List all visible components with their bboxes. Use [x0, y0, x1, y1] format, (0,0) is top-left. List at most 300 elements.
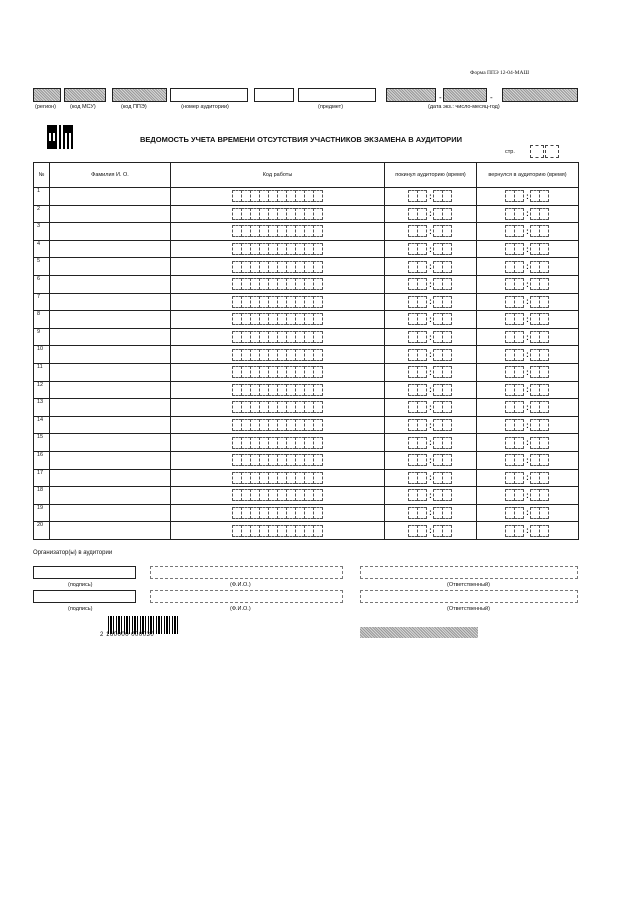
col-returned-time: вернулся в аудиторию (время): [477, 163, 579, 188]
time-colon: :: [429, 332, 432, 342]
digit-cell[interactable]: [514, 472, 524, 484]
left-time-cell[interactable]: [385, 346, 477, 364]
participant-name-cell[interactable]: [50, 293, 171, 311]
work-code-cell[interactable]: [171, 275, 385, 293]
time-colon: :: [526, 191, 529, 201]
digit-cell[interactable]: [417, 331, 427, 343]
room-number-field-2[interactable]: [254, 88, 294, 102]
participant-name-cell[interactable]: [50, 311, 171, 329]
work-code-cell[interactable]: [171, 223, 385, 241]
room-number-label: (номер аудитории): [181, 104, 229, 110]
col-left-time: покинул аудиторию (время): [385, 163, 477, 188]
participant-name-cell[interactable]: [50, 381, 171, 399]
digit-cell[interactable]: [417, 261, 427, 273]
time-colon: :: [429, 490, 432, 500]
digit-cell[interactable]: [417, 278, 427, 290]
time-colon: :: [526, 455, 529, 465]
digit-cell[interactable]: [539, 401, 549, 413]
left-time-cell[interactable]: [385, 188, 477, 206]
participant-name-cell[interactable]: [50, 487, 171, 505]
digit-cell[interactable]: [313, 313, 323, 325]
digit-cell[interactable]: [313, 437, 323, 449]
digit-cell[interactable]: [417, 525, 427, 537]
digit-cell[interactable]: [442, 454, 452, 466]
returned-time-cell[interactable]: [477, 469, 579, 487]
returned-time-cell[interactable]: [477, 399, 579, 417]
left-time-cell[interactable]: [385, 328, 477, 346]
work-code-cell[interactable]: [171, 363, 385, 381]
digit-cell[interactable]: [514, 296, 524, 308]
digit-cell[interactable]: [417, 208, 427, 220]
row-number: 7: [34, 293, 50, 311]
page-digit-1[interactable]: [530, 145, 544, 158]
row-number: 12: [34, 381, 50, 399]
participant-name-cell[interactable]: [50, 416, 171, 434]
row-number: 14: [34, 416, 50, 434]
responsible-label-1: (Ответственный): [447, 582, 490, 588]
row-number: 1: [34, 188, 50, 206]
digit-cell[interactable]: [539, 419, 549, 431]
organizers-heading: Организатор(ы) в аудитории: [33, 550, 113, 556]
table-row: [34, 188, 579, 206]
returned-time-cell[interactable]: [477, 223, 579, 241]
left-time-cell[interactable]: [385, 363, 477, 381]
digit-cell[interactable]: [539, 313, 549, 325]
time-colon: :: [429, 508, 432, 518]
digit-cell[interactable]: [442, 261, 452, 273]
work-code-cell[interactable]: [171, 451, 385, 469]
table-row: [34, 504, 579, 522]
time-colon: :: [526, 297, 529, 307]
row-number: 19: [34, 504, 50, 522]
digit-cell[interactable]: [313, 349, 323, 361]
digit-cell[interactable]: [442, 313, 452, 325]
table-row: [34, 451, 579, 469]
participant-name-cell[interactable]: [50, 399, 171, 417]
time-colon: :: [526, 438, 529, 448]
time-colon: :: [429, 350, 432, 360]
digit-cell[interactable]: [442, 507, 452, 519]
msu-code-field[interactable]: [64, 88, 106, 102]
returned-time-cell[interactable]: [477, 205, 579, 223]
digit-cell[interactable]: [514, 261, 524, 273]
digit-cell[interactable]: [442, 401, 452, 413]
exam-month-field[interactable]: [443, 88, 487, 102]
msu-code-label: (код МСУ): [70, 104, 96, 110]
digit-cell[interactable]: [539, 349, 549, 361]
time-colon: :: [526, 279, 529, 289]
name-label-2: (Ф.И.О.): [230, 606, 251, 612]
digit-cell[interactable]: [417, 472, 427, 484]
digit-cell[interactable]: [442, 243, 452, 255]
participant-name-cell[interactable]: [50, 451, 171, 469]
digit-cell[interactable]: [539, 525, 549, 537]
digit-cell[interactable]: [417, 419, 427, 431]
left-time-cell[interactable]: [385, 240, 477, 258]
row-number: 13: [34, 399, 50, 417]
digit-cell[interactable]: [442, 296, 452, 308]
digit-cell[interactable]: [313, 472, 323, 484]
participant-name-cell[interactable]: [50, 188, 171, 206]
participant-name-cell[interactable]: [50, 504, 171, 522]
digit-cell[interactable]: [313, 208, 323, 220]
work-code-cell[interactable]: [171, 258, 385, 276]
work-code-cell[interactable]: [171, 346, 385, 364]
digit-cell[interactable]: [417, 225, 427, 237]
row-number: 6: [34, 275, 50, 293]
left-time-cell[interactable]: [385, 487, 477, 505]
left-time-cell[interactable]: [385, 258, 477, 276]
time-colon: :: [429, 420, 432, 430]
digit-cell[interactable]: [514, 331, 524, 343]
digit-cell[interactable]: [313, 366, 323, 378]
digit-cell[interactable]: [514, 419, 524, 431]
document-title: ВЕДОМОСТЬ УЧЕТА ВРЕМЕНИ ОТСУТСТВИЯ УЧАСТНИКОВ ЭКЗАМЕНА В АУДИТОРИИ: [140, 135, 462, 144]
digit-cell[interactable]: [417, 437, 427, 449]
row-number: 3: [34, 223, 50, 241]
left-time-cell[interactable]: [385, 416, 477, 434]
digit-cell[interactable]: [539, 507, 549, 519]
digit-cell[interactable]: [539, 243, 549, 255]
work-code-cell[interactable]: [171, 328, 385, 346]
page-digit-2[interactable]: [545, 145, 559, 158]
digit-cell[interactable]: [313, 331, 323, 343]
work-code-cell[interactable]: [171, 434, 385, 452]
returned-time-cell[interactable]: [477, 434, 579, 452]
page-label: стр.: [505, 149, 515, 155]
returned-time-cell[interactable]: [477, 328, 579, 346]
digit-cell[interactable]: [514, 313, 524, 325]
digit-cell[interactable]: [539, 296, 549, 308]
time-colon: :: [429, 438, 432, 448]
digit-cell[interactable]: [417, 349, 427, 361]
time-colon: :: [429, 262, 432, 272]
signature-field-2[interactable]: [33, 590, 136, 603]
subject-field[interactable]: [298, 88, 376, 102]
time-colon: :: [526, 508, 529, 518]
table-row: [34, 328, 579, 346]
digit-cell[interactable]: [417, 366, 427, 378]
time-colon: :: [429, 385, 432, 395]
participant-name-cell[interactable]: [50, 469, 171, 487]
work-code-cell[interactable]: [171, 504, 385, 522]
digit-cell[interactable]: [539, 278, 549, 290]
work-code-cell[interactable]: [171, 522, 385, 540]
digit-cell[interactable]: [539, 472, 549, 484]
table-row: [34, 258, 579, 276]
digit-cell[interactable]: [539, 190, 549, 202]
digit-cell[interactable]: [417, 454, 427, 466]
responsible-field-1[interactable]: [360, 566, 578, 579]
digit-cell[interactable]: [417, 489, 427, 501]
digit-cell[interactable]: [442, 525, 452, 537]
participant-name-cell[interactable]: [50, 363, 171, 381]
digit-cell[interactable]: [514, 384, 524, 396]
digit-cell[interactable]: [514, 278, 524, 290]
work-code-cell[interactable]: [171, 487, 385, 505]
absence-table: [33, 162, 579, 540]
row-number: 5: [34, 258, 50, 276]
exam-date-label: (дата экз.: число-месяц-год): [428, 104, 500, 110]
digit-cell[interactable]: [442, 331, 452, 343]
digit-cell[interactable]: [539, 384, 549, 396]
time-colon: :: [429, 226, 432, 236]
row-number: 15: [34, 434, 50, 452]
participant-name-cell[interactable]: [50, 240, 171, 258]
table-row: [34, 293, 579, 311]
digit-cell[interactable]: [442, 208, 452, 220]
row-number: 4: [34, 240, 50, 258]
row-number: 11: [34, 363, 50, 381]
digit-cell[interactable]: [514, 401, 524, 413]
work-code-cell[interactable]: [171, 188, 385, 206]
digit-cell[interactable]: [539, 331, 549, 343]
name-field-1[interactable]: [150, 566, 343, 579]
digit-cell[interactable]: [417, 296, 427, 308]
digit-cell[interactable]: [442, 419, 452, 431]
returned-time-cell[interactable]: [477, 311, 579, 329]
returned-time-cell[interactable]: [477, 504, 579, 522]
work-code-cell[interactable]: [171, 469, 385, 487]
digit-cell[interactable]: [313, 525, 323, 537]
digit-cell[interactable]: [313, 243, 323, 255]
table-row: [34, 275, 579, 293]
digit-cell[interactable]: [539, 225, 549, 237]
left-time-cell[interactable]: [385, 399, 477, 417]
work-code-cell[interactable]: [171, 416, 385, 434]
returned-time-cell[interactable]: [477, 188, 579, 206]
digit-cell[interactable]: [442, 489, 452, 501]
row-number: 18: [34, 487, 50, 505]
row-number: 2: [34, 205, 50, 223]
digit-cell[interactable]: [417, 507, 427, 519]
time-colon: :: [526, 314, 529, 324]
digit-cell[interactable]: [514, 225, 524, 237]
participant-name-cell[interactable]: [50, 328, 171, 346]
digit-cell[interactable]: [539, 208, 549, 220]
digit-cell[interactable]: [313, 278, 323, 290]
region-label: (регион): [35, 104, 56, 110]
time-colon: :: [526, 473, 529, 483]
table-row: [34, 363, 579, 381]
returned-time-cell[interactable]: [477, 451, 579, 469]
row-number: 8: [34, 311, 50, 329]
digit-cell[interactable]: [514, 454, 524, 466]
exam-year-field[interactable]: [502, 88, 578, 102]
participant-name-cell[interactable]: [50, 522, 171, 540]
digit-cell[interactable]: [442, 366, 452, 378]
left-time-cell[interactable]: [385, 275, 477, 293]
digit-cell[interactable]: [313, 261, 323, 273]
digit-cell[interactable]: [514, 507, 524, 519]
work-code-cell[interactable]: [171, 293, 385, 311]
time-colon: :: [526, 226, 529, 236]
row-number: 17: [34, 469, 50, 487]
participant-name-cell[interactable]: [50, 434, 171, 452]
work-code-cell[interactable]: [171, 381, 385, 399]
table-row: [34, 469, 579, 487]
time-colon: :: [526, 244, 529, 254]
returned-time-cell[interactable]: [477, 293, 579, 311]
table-row: [34, 522, 579, 540]
digit-cell[interactable]: [313, 489, 323, 501]
table-row: [34, 346, 579, 364]
exam-day-field[interactable]: [386, 88, 436, 102]
digit-cell[interactable]: [442, 472, 452, 484]
digit-cell[interactable]: [514, 243, 524, 255]
time-colon: :: [429, 473, 432, 483]
name-label-1: (Ф.И.О.): [230, 582, 251, 588]
time-colon: :: [429, 209, 432, 219]
responsible-label-2: (Ответственный): [447, 606, 490, 612]
time-colon: :: [526, 526, 529, 536]
time-colon: :: [429, 402, 432, 412]
left-time-cell[interactable]: [385, 469, 477, 487]
row-number: 10: [34, 346, 50, 364]
digit-cell[interactable]: [313, 401, 323, 413]
participant-name-cell[interactable]: [50, 346, 171, 364]
time-colon: :: [429, 279, 432, 289]
returned-time-cell[interactable]: [477, 275, 579, 293]
subject-label: (предмет): [318, 104, 344, 110]
digit-cell[interactable]: [417, 243, 427, 255]
table-row: [34, 487, 579, 505]
time-colon: :: [526, 262, 529, 272]
participant-name-cell[interactable]: [50, 205, 171, 223]
digit-cell[interactable]: [313, 454, 323, 466]
left-time-cell[interactable]: [385, 381, 477, 399]
digit-cell[interactable]: [417, 190, 427, 202]
returned-time-cell[interactable]: [477, 381, 579, 399]
barcode-number: 2 160000 000030: [100, 632, 155, 638]
row-number: 16: [34, 451, 50, 469]
digit-cell[interactable]: [539, 366, 549, 378]
work-code-cell[interactable]: [171, 399, 385, 417]
digit-cell[interactable]: [514, 437, 524, 449]
time-colon: :: [429, 244, 432, 254]
digit-cell[interactable]: [514, 489, 524, 501]
time-colon: :: [526, 385, 529, 395]
table-row: [34, 205, 579, 223]
shaded-field: [360, 627, 478, 638]
responsible-field-2[interactable]: [360, 590, 578, 603]
participant-name-cell[interactable]: [50, 258, 171, 276]
digit-cell[interactable]: [417, 384, 427, 396]
digit-cell[interactable]: [514, 366, 524, 378]
digit-cell[interactable]: [539, 489, 549, 501]
ppe-code-label: (код ППЭ): [121, 104, 147, 110]
digit-cell[interactable]: [313, 419, 323, 431]
time-colon: :: [429, 191, 432, 201]
table-row: [34, 399, 579, 417]
digit-cell[interactable]: [539, 454, 549, 466]
time-colon: :: [429, 297, 432, 307]
qr-code-icon: [47, 125, 73, 149]
time-colon: :: [526, 209, 529, 219]
room-number-field[interactable]: [170, 88, 248, 102]
col-work-code: Код работы: [171, 163, 385, 188]
digit-cell[interactable]: [539, 437, 549, 449]
row-number: 20: [34, 522, 50, 540]
col-number: №: [34, 163, 50, 188]
signature-label-2: (подпись): [68, 606, 93, 612]
left-time-cell[interactable]: [385, 434, 477, 452]
signature-label-1: (подпись): [68, 582, 93, 588]
col-name: Фамилия И. О.: [50, 163, 171, 188]
digit-cell[interactable]: [417, 401, 427, 413]
time-colon: :: [429, 314, 432, 324]
digit-cell[interactable]: [313, 384, 323, 396]
date-separator: -: [490, 93, 493, 102]
left-time-cell[interactable]: [385, 451, 477, 469]
name-field-2[interactable]: [150, 590, 343, 603]
left-time-cell[interactable]: [385, 311, 477, 329]
returned-time-cell[interactable]: [477, 258, 579, 276]
returned-time-cell[interactable]: [477, 240, 579, 258]
returned-time-cell[interactable]: [477, 416, 579, 434]
digit-cell[interactable]: [442, 384, 452, 396]
time-colon: :: [429, 455, 432, 465]
time-colon: :: [526, 402, 529, 412]
time-colon: :: [429, 367, 432, 377]
work-code-cell[interactable]: [171, 205, 385, 223]
digit-cell[interactable]: [442, 225, 452, 237]
table-row: [34, 240, 579, 258]
digit-cell[interactable]: [313, 507, 323, 519]
table-row: [34, 311, 579, 329]
left-time-cell[interactable]: [385, 205, 477, 223]
signature-field-1[interactable]: [33, 566, 136, 579]
digit-cell[interactable]: [442, 278, 452, 290]
time-colon: :: [526, 490, 529, 500]
digit-cell[interactable]: [514, 190, 524, 202]
digit-cell[interactable]: [442, 190, 452, 202]
digit-cell[interactable]: [313, 296, 323, 308]
time-colon: :: [526, 420, 529, 430]
ppe-code-field[interactable]: [112, 88, 167, 102]
left-time-cell[interactable]: [385, 223, 477, 241]
left-time-cell[interactable]: [385, 522, 477, 540]
region-field[interactable]: [33, 88, 61, 102]
digit-cell[interactable]: [313, 190, 323, 202]
time-colon: :: [526, 332, 529, 342]
digit-cell[interactable]: [442, 437, 452, 449]
returned-time-cell[interactable]: [477, 363, 579, 381]
digit-cell[interactable]: [442, 349, 452, 361]
participant-name-cell[interactable]: [50, 275, 171, 293]
left-time-cell[interactable]: [385, 293, 477, 311]
row-number: 9: [34, 328, 50, 346]
returned-time-cell[interactable]: [477, 522, 579, 540]
participant-name-cell[interactable]: [50, 223, 171, 241]
left-time-cell[interactable]: [385, 504, 477, 522]
table-row: [34, 416, 579, 434]
work-code-cell[interactable]: [171, 240, 385, 258]
table-row: [34, 381, 579, 399]
table-row: [34, 223, 579, 241]
table-row: [34, 434, 579, 452]
returned-time-cell[interactable]: [477, 487, 579, 505]
digit-cell[interactable]: [514, 525, 524, 537]
work-code-cell[interactable]: [171, 311, 385, 329]
digit-cell[interactable]: [514, 208, 524, 220]
returned-time-cell[interactable]: [477, 346, 579, 364]
digit-cell[interactable]: [313, 225, 323, 237]
digit-cell[interactable]: [417, 313, 427, 325]
digit-cell[interactable]: [514, 349, 524, 361]
digit-cell[interactable]: [539, 261, 549, 273]
form-code: Форма ППЭ 12-04-МАШ: [470, 70, 530, 76]
